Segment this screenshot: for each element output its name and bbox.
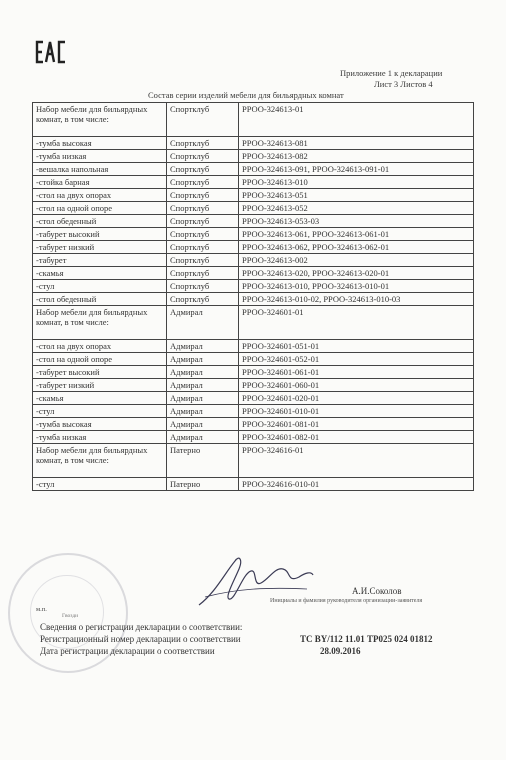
item-name: -тумба низкая [33,431,167,444]
table-row [33,189,474,202]
series-name: Патерно [167,478,239,491]
series-name: Спортклуб [167,267,239,280]
table-row [33,137,474,150]
table-row [33,176,474,189]
item-name: Набор мебели для бильярдных комнат, в том числе: [33,103,167,137]
table-row [33,150,474,163]
product-code: РРОО-324601-051-01 [239,340,474,353]
table-row [33,431,474,444]
registration-date-label: Дата регистрации декларации о соответствии [40,646,215,656]
product-code: РРОО-324613-091, РРОО-324613-091-01 [239,163,474,176]
signer-name: А.И.Соколов [352,586,402,596]
series-name: Спортклуб [167,189,239,202]
series-name: Адмирал [167,340,239,353]
series-name: Спортклуб [167,202,239,215]
series-name: Спортклуб [167,137,239,150]
item-name: Набор мебели для бильярдных комнат, в том числе: [33,444,167,478]
series-name: Адмирал [167,353,239,366]
item-name: -стол на одной опоре [33,353,167,366]
registration-number: ТС BY/112 11.01 ТР025 024 01812 [300,634,433,644]
table-row [33,215,474,228]
item-name: Набор мебели для бильярдных комнат, в том числе: [33,306,167,340]
item-name: -тумба высокая [33,418,167,431]
table-row [33,340,474,353]
product-code: РРОО-324613-010 [239,176,474,189]
signature [195,553,315,613]
table-row [33,267,474,280]
series-name: Адмирал [167,418,239,431]
product-code: РРОО-324613-061, РРОО-324613-061-01 [239,228,474,241]
product-code: РРОО-324601-081-01 [239,418,474,431]
item-name: -стул [33,478,167,491]
registration-number-line [40,634,433,644]
product-code: РРОО-324601-060-01 [239,379,474,392]
table-row [33,241,474,254]
series-name: Адмирал [167,392,239,405]
series-name: Адмирал [167,379,239,392]
product-code: РРОО-324613-052 [239,202,474,215]
series-name: Спортклуб [167,176,239,189]
table-row [33,254,474,267]
product-code: РРОО-324616-010-01 [239,478,474,491]
table-row [33,103,474,137]
table-row [33,444,474,478]
table-row [33,366,474,379]
item-name: -стол на одной опоре [33,202,167,215]
registration-date: 28.09.2016 [320,646,361,656]
composition-table [32,102,474,491]
item-name: -табурет высокий [33,366,167,379]
series-name: Адмирал [167,405,239,418]
signer-caption: Инициалы и фамилия руководителя организации-заявителя [270,598,423,604]
item-name: -стол обеденный [33,215,167,228]
item-name: -тумба высокая [33,137,167,150]
series-name: Адмирал [167,431,239,444]
item-name: -стол обеденный [33,293,167,306]
product-code: РРОО-324613-081 [239,137,474,150]
item-name: -скамья [33,267,167,280]
table-row [33,306,474,340]
series-name: Патерно [167,444,239,478]
eac-mark-icon [35,40,67,64]
series-name: Спортклуб [167,215,239,228]
item-name: -стол на двух опорах [33,189,167,202]
series-name: Спортклуб [167,241,239,254]
table-row [33,478,474,491]
table-row [33,353,474,366]
table-row [33,202,474,215]
product-code: РРОО-324613-062, РРОО-324613-062-01 [239,241,474,254]
product-code: РРОО-324601-020-01 [239,392,474,405]
product-code: РРОО-324616-01 [239,444,474,478]
product-code: РРОО-324601-010-01 [239,405,474,418]
series-name: Адмирал [167,306,239,340]
appendix-label: Приложение 1 к декларации [340,68,443,78]
series-name: Спортклуб [167,293,239,306]
registration-date-line [40,646,361,656]
product-code: РРОО-324613-010, РРОО-324613-010-01 [239,280,474,293]
series-name: Спортклуб [167,150,239,163]
product-code: РРОО-324601-061-01 [239,366,474,379]
product-code: РРОО-324613-020, РРОО-324613-020-01 [239,267,474,280]
table-row [33,293,474,306]
item-name: -табурет [33,254,167,267]
table-row [33,405,474,418]
series-name: Спортклуб [167,254,239,267]
series-name: Адмирал [167,366,239,379]
table-row [33,418,474,431]
item-name: -стол на двух опорах [33,340,167,353]
product-code: РРОО-324601-052-01 [239,353,474,366]
item-name: -табурет высокий [33,228,167,241]
product-code: РРОО-324613-053-03 [239,215,474,228]
product-code: РРОО-324613-051 [239,189,474,202]
seal-place-label: м.п. [36,606,47,613]
item-name: -табурет низкий [33,241,167,254]
series-name: Спортклуб [167,103,239,137]
item-name: -стул [33,280,167,293]
table-row [33,163,474,176]
registration-info-heading: Сведения о регистрации декларации о соответствии: [40,622,243,632]
item-name: -тумба низкая [33,150,167,163]
table-row [33,228,474,241]
series-name: Спортклуб [167,280,239,293]
product-code: РРОО-324613-010-02, РРОО-324613-010-03 [239,293,474,306]
product-code: РРОО-324601-082-01 [239,431,474,444]
document-title: Состав серии изделий мебели для бильярдных комнат [148,90,344,100]
item-name: -табурет низкий [33,379,167,392]
table-row [33,280,474,293]
item-name: -вешалка напольная [33,163,167,176]
table-row [33,379,474,392]
stamp-text: Гвозди [62,613,79,619]
product-code: РРОО-324601-01 [239,306,474,340]
item-name: -скамья [33,392,167,405]
series-name: Спортклуб [167,228,239,241]
item-name: -стойка барная [33,176,167,189]
series-name: Спортклуб [167,163,239,176]
sheet-counter: Лист 3 Листов 4 [374,79,433,89]
product-code: РРОО-324613-082 [239,150,474,163]
item-name: -стул [33,405,167,418]
product-code: РРОО-324613-01 [239,103,474,137]
product-code: РРОО-324613-002 [239,254,474,267]
table-row [33,392,474,405]
registration-number-label: Регистрационный номер декларации о соответствии [40,634,241,644]
